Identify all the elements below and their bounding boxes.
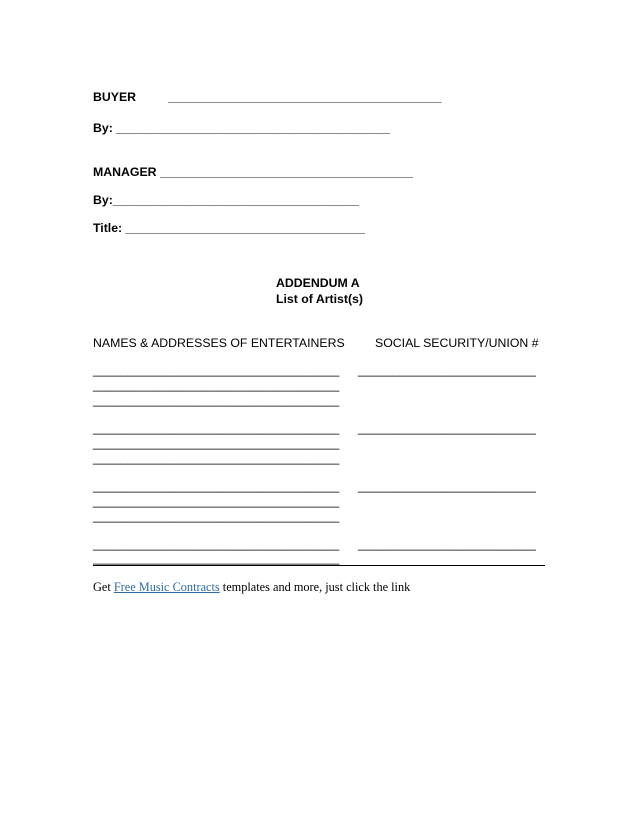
addendum-heading: ADDENDUM A [276,276,360,290]
page-divider [93,565,545,566]
entertainer-4-line-2: ____________________________________ [93,551,340,565]
buyer-signature-line: ________________________________________ [168,90,442,104]
entertainer-1-ssn-line: __________________________ [358,363,536,377]
manager-by-line: By:____________________________________ [93,193,360,207]
entertainer-2-line-2: ____________________________________ [93,436,340,450]
buyer-label: BUYER [93,90,137,104]
ssn-column-header: SOCIAL SECURITY/UNION # [375,336,539,350]
entertainer-2-line-1: ____________________________________ [93,421,340,435]
buyer-by-line: By: ________________________________________ [93,121,390,135]
manager-line: MANAGER _____________________________________ [93,165,413,179]
entertainer-4-ssn-line: __________________________ [358,537,536,551]
entertainer-2-ssn-line: __________________________ [358,421,536,435]
entertainer-4-line-1: ____________________________________ [93,537,340,551]
footer-text [93,580,410,595]
entertainer-3-ssn-line: __________________________ [358,479,536,493]
footer-suffix: templates and more, just click the link [219,580,411,594]
free-music-contracts-link[interactable]: Free Music Contracts [113,580,220,594]
names-column-header: NAMES & ADDRESSES OF ENTERTAINERS [93,336,345,350]
entertainer-3-line-2: ____________________________________ [93,494,340,508]
entertainer-3-line-1: ____________________________________ [93,479,340,493]
entertainer-1-line-3: ____________________________________ [93,393,340,407]
entertainer-2-line-3: ____________________________________ [93,451,340,465]
addendum-subheading: List of Artist(s) [276,292,363,306]
entertainer-1-line-1: ____________________________________ [93,363,340,377]
manager-title-line: Title: ___________________________________ [93,221,365,235]
entertainer-1-line-2: ____________________________________ [93,378,340,392]
entertainer-3-line-3: ____________________________________ [93,509,340,523]
footer-prefix: Get [93,580,114,594]
